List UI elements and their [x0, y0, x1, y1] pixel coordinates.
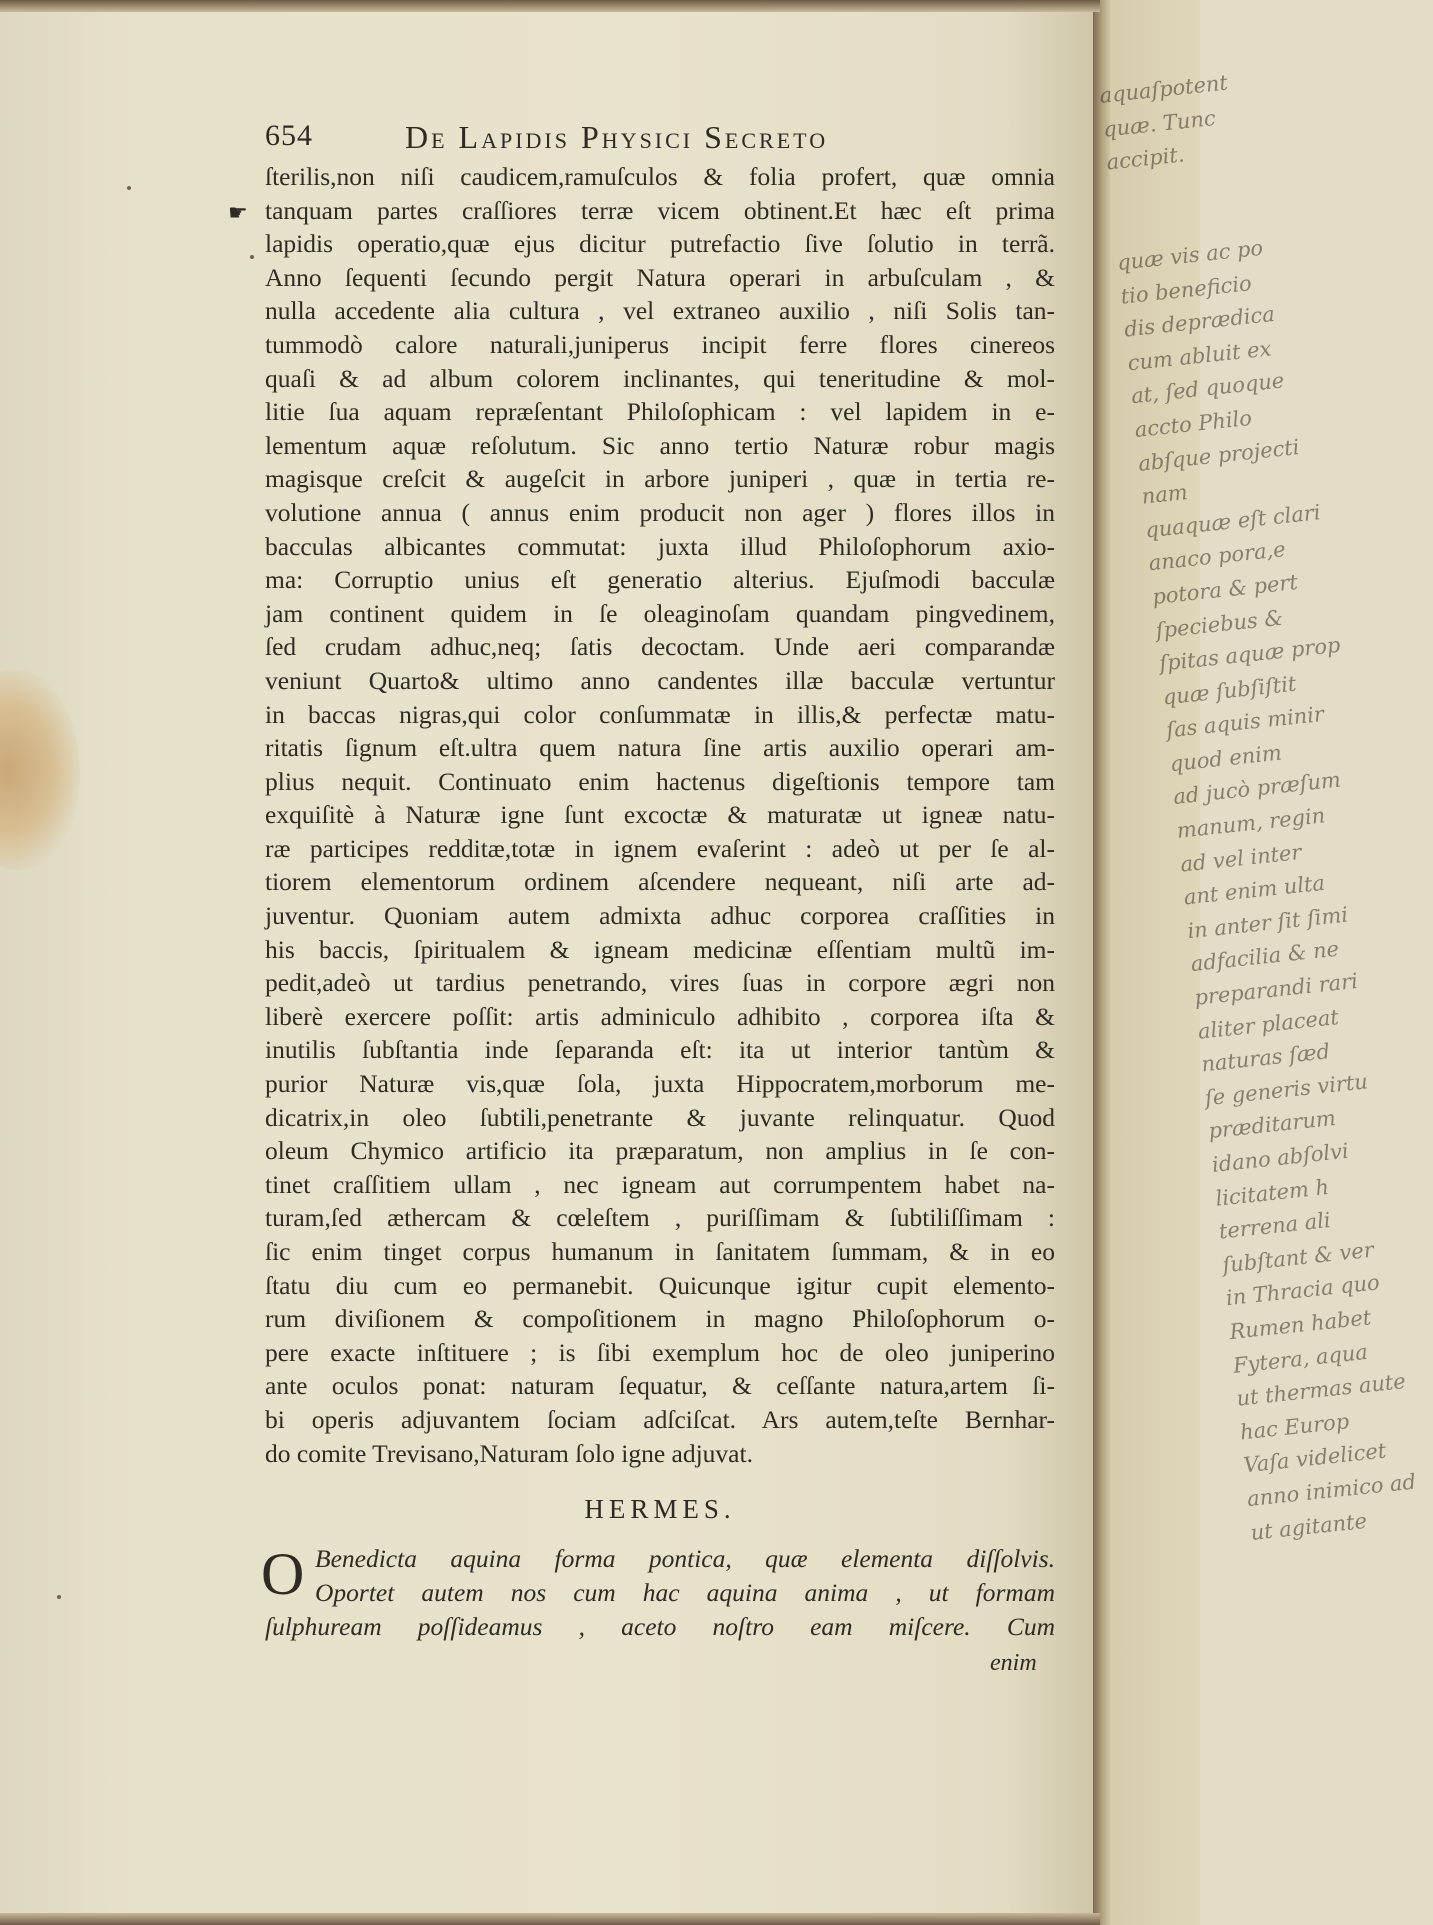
page-number: 654: [265, 119, 313, 152]
text-line: lapidis operatio,quæ ejus dicitur putrefactio ſive ſolutio in terrã.: [265, 229, 1055, 259]
facing-page-line: ant enim ulta: [1182, 871, 1327, 910]
text-line: lementum aquæ reſolutum. Sic anno tertio Naturæ robur magis: [265, 430, 1055, 460]
text-line: pedit,adeò ut tardius penetrando, vires ſuas in corpore ægri non: [265, 968, 1055, 998]
facing-page-line: cum abluit ex: [1126, 336, 1273, 376]
quotation-line: Benedicta aquina forma pontica, quæ elementa diſſolvis.: [315, 1544, 1055, 1573]
text-line: ſic enim tinget corpus humanum in ſanitatem ſummam, & in eo: [265, 1237, 1055, 1266]
facing-page-line: ſpitas aquæ prop: [1158, 632, 1342, 676]
page-header: [265, 115, 1065, 165]
speck: [250, 255, 254, 259]
text-line: nulla accedente alia cultura , vel extraneo auxilio , niſi Solis tan-: [265, 296, 1055, 326]
text-line: jam continent quidem in ſe oleaginoſam quandam pingvedinem,: [265, 598, 1055, 628]
text-line: ma: Corruptio unius eſt generatio alterius. Ejuſmodi bacculæ: [265, 565, 1055, 595]
text-line: Anno ſequenti ſecundo pergit Natura operari in arbuſculam , &: [265, 262, 1055, 292]
facing-page-line: quæ ſubſiſtit: [1161, 671, 1298, 710]
text-line: bi operis adjuvantem ſociam adſciſcat. Ars autem,teſte Bernhar-: [265, 1404, 1055, 1434]
facing-page-line: at, ſed quoque: [1130, 368, 1286, 409]
facing-page-line: idano abſolvi: [1210, 1138, 1350, 1177]
top-edge: [0, 0, 1100, 12]
facing-page-line: abſque projecti: [1137, 434, 1301, 476]
drop-cap: O: [261, 1541, 305, 1607]
paper-stain: [0, 670, 80, 870]
facing-page-line: ad jucò præſum: [1172, 768, 1342, 810]
text-line: do comite Trevisano,Naturam ſolo igne adjuvat.: [265, 1438, 753, 1468]
text-line: tanquam partes craſſiores terræ vicem obtinent.Et hæc eſt prima: [265, 195, 1055, 225]
text-line: veniunt Quarto& ultimo anno candentes illæ bacculæ vertuntur: [265, 665, 1055, 695]
text-line: ſtatu diu cum eo permanebit. Quicunque igitur cupit elemento-: [265, 1270, 1055, 1300]
facing-page-line: quæ. Tunc: [1101, 105, 1217, 142]
text-line: his baccis, ſpiritualem & igneam medicinæ eſſentiam multũ im-: [265, 934, 1055, 964]
text-line: bacculas albicantes commutat: juxta illud Philoſophorum axio-: [265, 531, 1055, 561]
facing-page-line: aliter placeat: [1196, 1004, 1340, 1044]
text-line: volutione annua ( annus enim producit non ager ) flores illos in: [265, 497, 1055, 527]
facing-page-line: adfacilia & ne: [1189, 937, 1341, 977]
facing-page-line: tio beneficio: [1119, 270, 1253, 309]
text-line: exquiſitè à Naturæ igne ſunt excoctæ & maturatæ ut igneæ natu-: [265, 800, 1055, 830]
manicule-marginal-mark: ☛: [228, 200, 248, 225]
facing-page-line: præditarum: [1207, 1106, 1337, 1144]
facing-page-line: manum, regin: [1175, 803, 1327, 843]
text-line: ſterilis,non niſi caudicem,ramuſculos & folia profert, quæ omnia: [265, 162, 1055, 191]
text-line: tinet craſſitiem ullam , nec igneam aut corrumpentem habet na-: [265, 1169, 1055, 1199]
facing-page-line: dis deprædica: [1122, 302, 1276, 342]
text-line: ſed crudam adhuc,neq; ſatis decoctam. Unde aeri comparandæ: [265, 632, 1055, 662]
text-line: in baccas nigras,qui color conſummatæ in illis,& perfectæ matu-: [265, 699, 1055, 729]
facing-page-line: Fytera, aqua: [1231, 1339, 1369, 1378]
text-line: oleum Chymico artificio ita præparatum, non amplius in ſe con-: [265, 1136, 1055, 1166]
speck: [127, 186, 131, 190]
facing-page-line: aquaſpotent: [1098, 70, 1229, 108]
body-text: [265, 160, 1055, 1470]
facing-page-line: anno inimico ad: [1245, 1469, 1418, 1512]
facing-page-line: ſas aquis minir: [1165, 702, 1326, 743]
facing-page-line: ſpeciebus &: [1154, 605, 1285, 643]
text-line: magisque creſcit & augeſcit in arbore juniperi , quæ in tertia re-: [265, 464, 1055, 494]
catchword: enim: [990, 1650, 1037, 1676]
facing-page-line: ſe generis virtu: [1203, 1069, 1369, 1111]
text-line: liberè exercere poſſit: artis adminiculo adhibito , corporea iſta &: [265, 1001, 1055, 1031]
text-line: plius nequit. Continuato enim hactenus digeſtionis tempore tam: [265, 766, 1055, 796]
facing-page-line: ut thermas aute: [1235, 1369, 1407, 1411]
quotation-line: ſulphuream poſſideamus , aceto noſtro eam miſcere. Cum: [265, 1612, 1055, 1641]
text-line: litie ſua aquam repræſentant Philoſophicam : vel lapidem in e-: [265, 397, 1055, 427]
text-line: tummodò calore naturali,juniperus incipit ferre flores cinereos: [265, 329, 1055, 359]
facing-page-line: licitatem h: [1214, 1174, 1331, 1211]
facing-page-line: preparandi rari: [1193, 968, 1359, 1010]
hermes-quotation: [261, 1541, 1055, 1644]
book-page: [0, 10, 1093, 1915]
facing-page-line: ad vel inter: [1179, 839, 1303, 877]
facing-page-line: in anter ſit ſimi: [1186, 902, 1350, 944]
text-line: inutilis ſubſtantia inde ſeparanda eſt: ita ut interior tantùm &: [265, 1035, 1055, 1065]
facing-page-line: hac Europ: [1238, 1408, 1351, 1445]
section-heading: HERMES.: [584, 1494, 736, 1524]
facing-page-line: Rumen habet: [1228, 1305, 1373, 1345]
text-line: tiorem elementorum ordinem aſcendere nequeant, niſi arte ad-: [265, 867, 1055, 897]
text-line: quaſi & ad album colorem inclinantes, qui teneritudine & mol-: [265, 363, 1055, 393]
text-line: turam,ſed æthercam & cœleſtem , puriſſimam & ſubtiliſſimam :: [265, 1203, 1055, 1233]
bottom-edge: [0, 1913, 1100, 1925]
text-line: ante oculos ponat: naturam ſequatur, & ceſſante natura,artem ſi-: [265, 1371, 1055, 1401]
facing-page-line: terrena ali: [1217, 1208, 1332, 1244]
text-line: pere exacte inſtituere ; is ſibi exemplum hoc de oleo juniperino: [265, 1337, 1055, 1367]
text-line: dicatrix,in oleo ſubtili,penetrante & juvante relinquatur. Quod: [265, 1102, 1055, 1132]
text-line: juventur. Quoniam autem admixta adhuc corporea craſſities in: [265, 901, 1055, 931]
facing-page-line: in Thracia quo: [1224, 1270, 1381, 1311]
facing-page-line: anaco pora,e: [1147, 537, 1287, 576]
facing-page-line: accipit.: [1105, 142, 1186, 175]
facing-page-line: quod enim: [1168, 740, 1283, 777]
quotation-line: Oportet autem nos cum hac aquina anima , ut formam: [315, 1578, 1055, 1607]
facing-page-line: ſubſtant & ver: [1221, 1237, 1375, 1278]
facing-page-line: potora & pert: [1151, 569, 1299, 609]
text-line: purior Naturæ vis,quæ ſola, juxta Hippocratem,morborum me-: [265, 1069, 1055, 1099]
facing-page-line: quaquæ eſt clari: [1144, 499, 1322, 543]
facing-page-line: accto Philo: [1133, 405, 1253, 442]
text-line: rum diviſionem & compoſitionem in magno Philoſophorum o-: [265, 1304, 1055, 1334]
running-title: De Lapidis Physici Secreto: [405, 119, 829, 155]
facing-page-line: quæ vis ac po: [1115, 235, 1265, 275]
text-line: ritatis ſignum eſt.ultra quem natura ſine artis auxilio operari am-: [265, 733, 1055, 763]
facing-page-line: naturas ſæd: [1200, 1039, 1332, 1077]
facing-page-line: nam: [1140, 480, 1189, 509]
facing-page-line: ut agitante: [1249, 1508, 1368, 1545]
facing-page-line: Vaſa videlicet: [1242, 1438, 1388, 1478]
speck: [57, 1595, 61, 1599]
text-line: ræ participes redditæ,totæ in ignem evaſerint : adeò ut per ſe al-: [265, 833, 1055, 863]
